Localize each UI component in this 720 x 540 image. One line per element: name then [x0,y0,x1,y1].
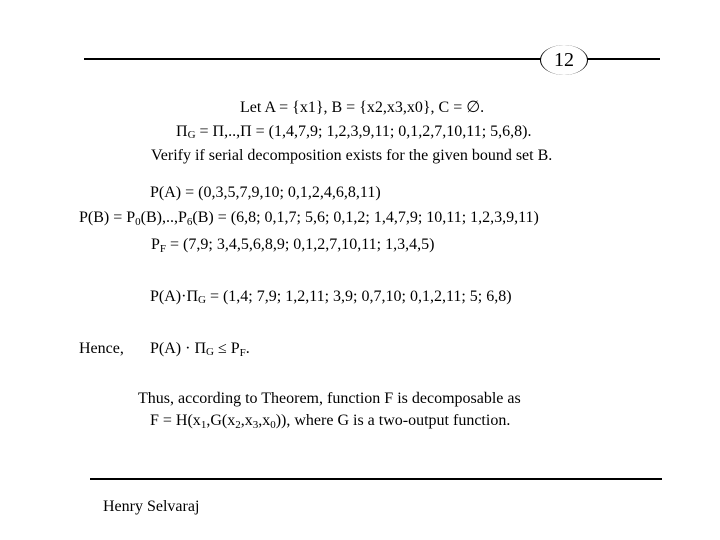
pf-subscript: F [159,243,167,255]
hence-period: . [245,340,250,357]
product-subscript: G [198,294,206,306]
intro-line-2 [176,122,531,145]
subscript-g: G [187,129,196,141]
intro-line-2-text: = Π,..,Π = (1,4,7,9; 1,2,3,9,11; 0,1,2,7,10,11; 5,6,8). [195,123,532,140]
formula-sub-3: 3 [252,419,259,431]
pb-mid: (B),..,P [140,209,187,226]
intro-line-1: Let A = {x1}, B = {x2,x3,x0}, C = ∅. [240,99,485,116]
pf-values: = (7,9; 3,4,5,6,8,9; 0,1,2,7,10,11; 1,3,4,5) [166,236,435,253]
hence-label: Hence, [79,340,124,357]
pb-subscript-0: 0 [135,216,141,228]
formula-part-d: ,x [258,412,271,429]
formula-sub-2: 2 [235,419,241,431]
formula-part-c: ,x [240,412,253,429]
formula-sub-4: 0 [270,419,276,431]
partition-pf [151,235,434,255]
pb-subscript-6: 6 [186,216,193,228]
formula-part-a: F = H(x [150,412,201,429]
formula-part-e: )), where G is a two-output function. [275,412,511,429]
hence-relation: ≤ P [213,340,240,357]
product-prefix: P(A)·Π [150,288,198,305]
partition-pa: P(A) = (0,3,5,7,9,10; 0,1,2,4,6,8,11) [150,184,381,201]
formula-sub-1: 1 [200,419,207,431]
conclusion-line-1: Thus, according to Theorem, function F is decomposable as [138,390,521,407]
product-line [150,287,512,310]
footer-rule [90,478,662,480]
hence-prefix: P(A) · Π [150,340,206,357]
page-number: 12 [540,45,588,75]
conclusion-line-2 [150,411,510,431]
pb-values: (B) = (6,8; 0,1,7; 5,6; 0,1,2; 1,4,7,9; 10,11; 1,2,3,9,11) [192,209,539,226]
hence-subscript-f: F [239,347,246,359]
partition-pb [79,208,539,228]
author-name: Henry Selvaraj [103,498,200,515]
hence-subscript-g: G [206,346,214,358]
intro-line-3: Verify if serial decomposition exists for the given bound set B. [151,147,553,164]
pf-prefix: P [151,236,160,253]
formula-part-b: ,G(x [206,412,236,429]
hence-statement [150,339,250,362]
pb-prefix: P(B) = P [79,209,136,226]
product-values: = (1,4; 7,9; 1,2,11; 3,9; 0,7,10; 0,1,2,11; 5; 6,8) [205,288,512,305]
pi-symbol: Π [176,123,188,140]
